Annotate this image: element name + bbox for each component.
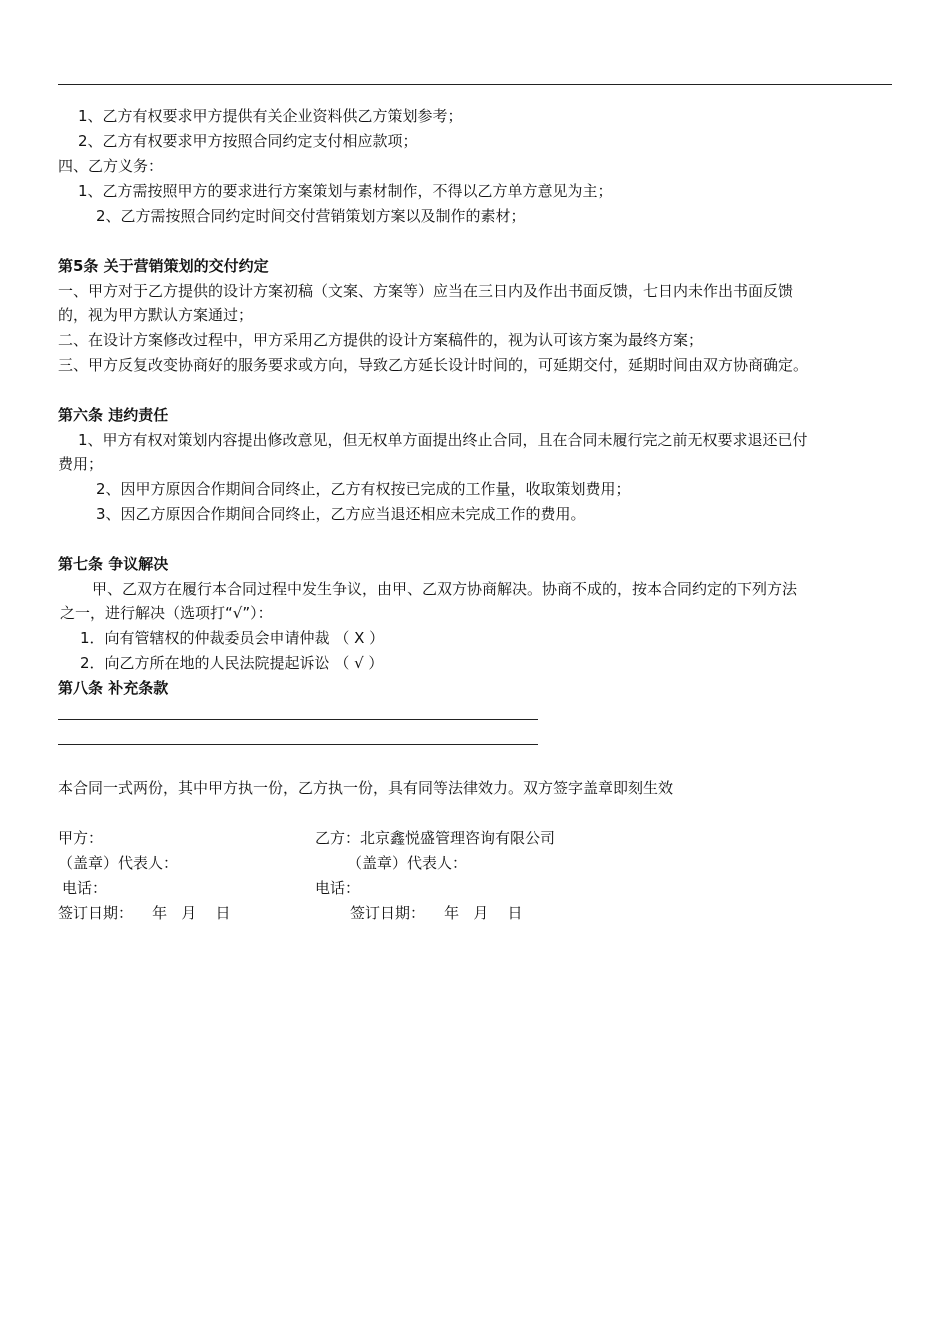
- article7-title: 第七条 争议解决: [58, 555, 169, 573]
- party-b-sign-date: 签订日期： 年 月 日: [350, 904, 523, 922]
- article6-item1-line1: 1、甲方有权对策划内容提出修改意见，但无权单方面提出终止合同，且在合同未履行完之前无权要求退还已付: [78, 431, 808, 449]
- party-a-label: 甲方：: [58, 829, 104, 847]
- rights-item-1: 1、乙方有权要求甲方提供有关企业资料供乙方策划参考；: [78, 107, 463, 125]
- closing-statement: 本合同一式两份，其中甲方执一份，乙方执一份，具有同等法律效力。双方签字盖章即刻生效: [58, 779, 674, 797]
- duties-heading: 四、乙方义务：: [58, 157, 164, 175]
- party-b-label: 乙方：北京鑫悦盛管理咨询有限公司: [315, 829, 556, 847]
- duties-item-2: 2、乙方需按照合同约定时间交付营销策划方案以及制作的素材；: [96, 207, 526, 225]
- party-a-sign-date: 签订日期： 年 月 日: [58, 904, 231, 922]
- article5-para1-line1: 一、甲方对于乙方提供的设计方案初稿（文案、方案等）应当在三日内及作出书面反馈，七日内未作出书面反馈: [58, 282, 794, 300]
- article6-item1-line2: 费用；: [58, 455, 104, 473]
- article6-item2: 2、因甲方原因合作期间合同终止，乙方有权按已完成的工作量，收取策划费用；: [96, 480, 631, 498]
- article5-para3: 三、甲方反复改变协商好的服务要求或方向，导致乙方延长设计时间的，可延期交付，延期时间由双方协商确定。: [58, 356, 809, 374]
- party-a-seal-representative: （盖章）代表人：: [58, 854, 179, 872]
- article6-item3: 3、因乙方原因合作期间合同终止，乙方应当退还相应未完成工作的费用。: [96, 505, 586, 523]
- party-b-phone: 电话：: [315, 879, 361, 897]
- article8-title: 第八条 补充条款: [58, 679, 169, 697]
- party-b-seal-representative: （盖章）代表人：: [347, 854, 468, 872]
- article5-para1-line2: 的，视为甲方默认方案通过；: [58, 306, 254, 324]
- article5-title: 第5条 关于营销策划的交付约定: [58, 257, 269, 275]
- article6-title: 第六条 违约责任: [58, 406, 169, 424]
- party-a-phone: 电话：: [62, 879, 108, 897]
- article7-option-litigation: 2．向乙方所在地的人民法院提起诉讼 （ √ ）: [80, 654, 384, 672]
- article5-para2: 二、在设计方案修改过程中，甲方采用乙方提供的设计方案稿件的，视为认可该方案为最终方案；: [58, 331, 704, 349]
- article7-para-line2: 之一，进行解决（选项打“√”）：: [60, 604, 273, 622]
- article7-option-arbitration: 1．向有管辖权的仲裁委员会申请仲裁 （ X ）: [80, 629, 385, 647]
- supplement-blank-line-2: [58, 744, 538, 745]
- rights-item-2: 2、乙方有权要求甲方按照合同约定支付相应款项；: [78, 132, 418, 150]
- supplement-blank-line-1: [58, 719, 538, 720]
- article7-para-line1: 甲、乙双方在履行本合同过程中发生争议，由甲、乙双方协商解决。协商不成的，按本合同约定的下列方法: [92, 580, 798, 598]
- top-rule: [58, 84, 892, 85]
- duties-item-1: 1、乙方需按照甲方的要求进行方案策划与素材制作，不得以乙方单方意见为主；: [78, 182, 613, 200]
